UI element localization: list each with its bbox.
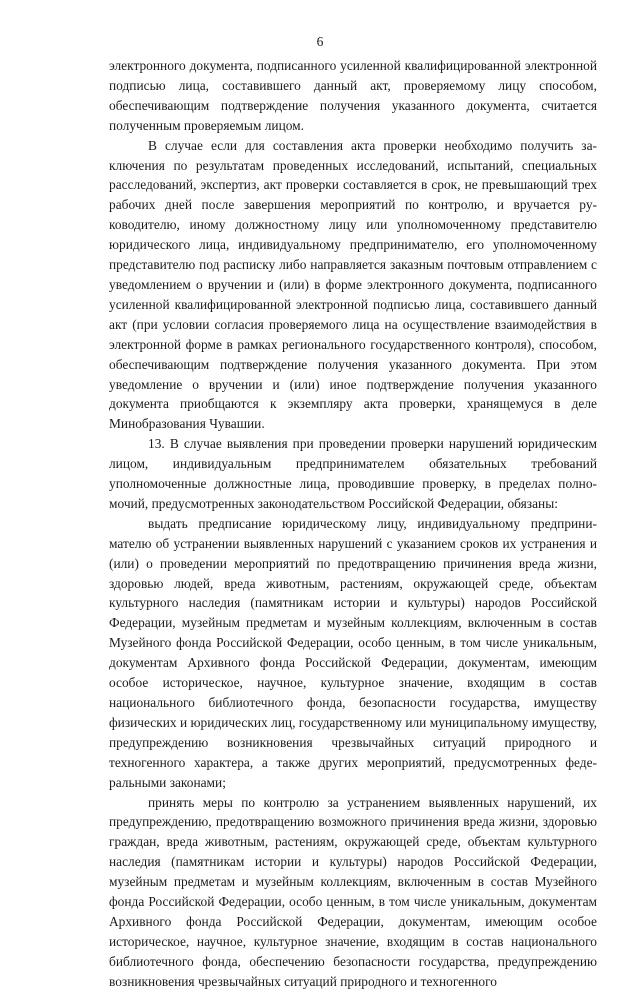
paragraph-issue-order: выдать предписание юридическому лицу, индивидуальному предпринимателю об устранении выявленных нарушений с указанием сроков их устранения и (или) о проведении мероприятий по предотвращению причинения вреда жизни, здоровью людей, вреда животным, растениям, окружающей среде, объектам культурного наследия (памятникам истории и культуры) народов Российской Федерации, музейным предметам и музейным коллекциям, включенным в состав Музейного фонда Российской Федерации, особо ценным, в том числе уникальным, документам Архивного фонда Российской Федерации, документам, имеющим особое историческое, научное, культурное значение, входящим в состав национального библиотечного фонда, безопасности государства, имуществу физических и юридических лиц, государственному или муниципальному имуществу, предупреждению возникновения чрезвычайных ситуаций природного и техногенного характера, а также других мероприятий, предусмотренных федеральными законами;	[109, 515, 597, 790]
paragraph-act-conclusions: В случае если для составления акта проверки необходимо получить заключения по результатам проведенных исследований, испытаний, специальных расследований, экспертиз, акт проверки составляется в срок, не превышающий трех рабочих дней после завершения мероприятий по контролю, и вручается руководителю, иному должностному лицу или уполномоченному представителю юридического лица, индивидуальному предпринимателю, его уполномоченному представителю под расписку либо направляется заказным почтовым отправлением с уведомлением о вручении и (или) в форме электронного документа, подписанного усиленной квалифицированной электронной подписью лица, составившего данный акт (при условии согласия проверяемого лица на осуществление взаимодействия в электронной форме в рамках регионального государственного контроля), способом, обеспечивающим подтверждение получения указанного документа. При этом уведомление о вручении и (или) иное подтверждение получения указанного документа приобщаются к экземпляру акта проверки, хранящемуся в деле Минобразования Чувашии.	[109, 137, 597, 432]
body-text	[109, 56, 597, 992]
paragraph-take-measures: принять меры по контролю за устранением выявленных нарушений, их предупреждению, предотвращению возможного причинения вреда жизни, здоровью граждан, вреда животным, растениям, окружающей среде, объектам культурного наследия (памятникам истории и культуры) народов Российской Федерации, музейным предметам и музейным коллекциям, включенным в состав Музейного фонда Российской Федерации, особо ценным, в том числе уникальным, документам Архивного фонда Российской Федерации, документам, имеющим особое историческое, научное, культурное значение, входящим в состав национального библиотечного фонда, обеспечению безопасности государства, предупреждению возникновения чрезвычайных ситуаций природного и техногенного	[109, 794, 597, 989]
paragraph-item-13: 13. В случае выявления при проведении проверки нарушений юридическим лицом, индивидуальным предпринимателем обязательных требований уполномоченные должностные лица, проводившие проверку, в пределах полномочий, предусмотренных законодательством Российской Федерации, обязаны:	[109, 436, 597, 511]
page-number: 6	[316, 34, 324, 49]
paragraph-continuation: электронного документа, подписанного усиленной квалифицированной электронной подписью лица, составившего данный акт, проверяемому лицу способом, обеспечивающим подтверждение получения указанного документа, считается полученным проверяемым лицом.	[109, 58, 597, 133]
